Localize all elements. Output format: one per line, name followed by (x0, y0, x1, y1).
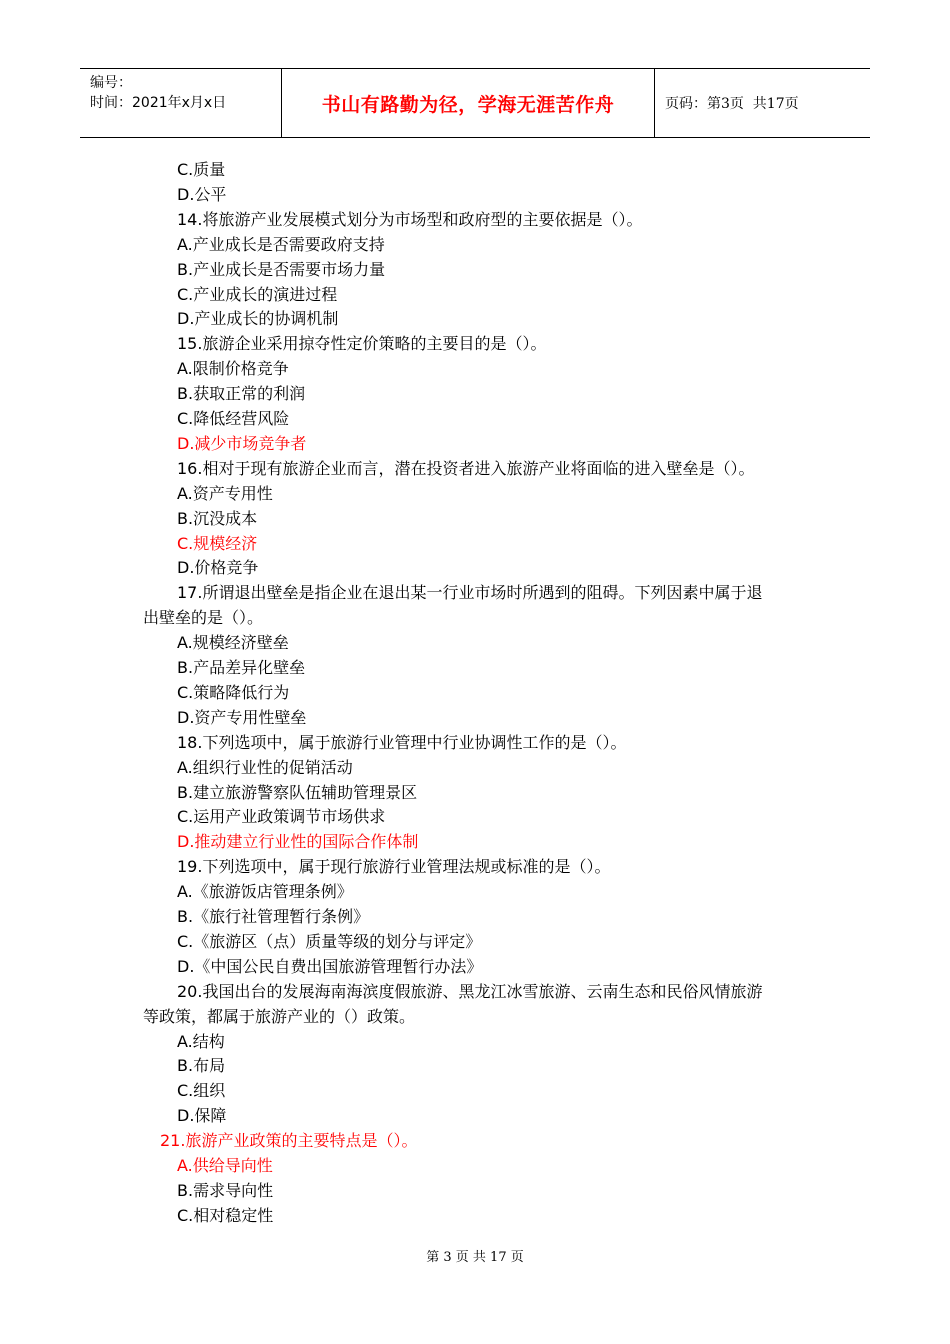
question-text: 19.下列选项中，属于现行旅游行业管理法规或标准的是（）。 (177, 857, 611, 877)
option-text: C.质量 (177, 160, 226, 179)
header-motto: 书山有路勤为径，学海无涯苦作舟 (282, 69, 655, 137)
option-text: B.建立旅游警察队伍辅助管理景区 (177, 782, 418, 802)
header-page-info (655, 69, 870, 137)
option-text: D.价格竞争 (177, 558, 259, 578)
option-text: C.运用产业政策调节市场供求 (177, 807, 386, 827)
question-text: 21.旅游产业政策的主要特点是（）。 (160, 1131, 418, 1151)
option-text: A.资产专用性 (177, 483, 273, 503)
option-text: C.《旅游区（点）质量等级的划分与评定》 (177, 931, 482, 951)
option-text: A.产业成长是否需要政府支持 (177, 234, 385, 254)
footer-page-number: 第 3 页 共 17 页 (426, 1250, 524, 1265)
option-text: D.公平 (177, 184, 227, 204)
option-text: D.保障 (177, 1106, 227, 1126)
time-label: 时间：2021年x月x日 (90, 95, 227, 111)
option-text: D.《中国公民自费出国旅游管理暂行办法》 (177, 956, 483, 976)
page-label: 页码：第3页 共17页 (665, 96, 799, 112)
option-text: C.规模经济 (177, 533, 258, 553)
option-text: A.供给导向性 (177, 1156, 273, 1175)
option-text: A.结构 (177, 1031, 225, 1051)
option-text: C.相对稳定性 (177, 1205, 274, 1225)
question-text: 17.所谓退出壁垒是指企业在退出某一行业市场时所遇到的阻碍。下列因素中属于退 (177, 583, 763, 603)
option-text: C.策略降低行为 (177, 682, 290, 702)
question-text: 14.将旅游产业发展模式划分为市场型和政府型的主要依据是（）。 (177, 209, 643, 229)
option-text: D.产业成长的协调机制 (177, 309, 339, 329)
option-text: 出壁垒的是（）。 (143, 608, 264, 628)
option-text: B.布局 (177, 1056, 226, 1076)
option-text: B.沉没成本 (177, 508, 258, 528)
option-text: D.减少市场竞争者 (177, 433, 307, 453)
page-header (80, 68, 870, 138)
question-text: 18.下列选项中，属于旅游行业管理中行业协调性工作的是（）。 (177, 732, 627, 752)
question-text: 15.旅游企业采用掠夺性定价策略的主要目的是（）。 (177, 334, 547, 354)
option-text: B.获取正常的利润 (177, 384, 306, 404)
option-text: A.组织行业性的促销活动 (177, 757, 353, 777)
option-text: B.《旅行社管理暂行条例》 (177, 907, 370, 926)
option-text: B.产业成长是否需要市场力量 (177, 259, 386, 279)
option-text: C.产业成长的演进过程 (177, 284, 338, 304)
option-text: B.产品差异化壁垒 (177, 658, 306, 677)
question-text: 20.我国出台的发展海南海滨度假旅游、黑龙江冰雪旅游、云南生态和民俗风情旅游 (177, 981, 763, 1001)
option-text: D.资产专用性壁垒 (177, 707, 307, 727)
page-footer (0, 1246, 950, 1265)
option-text: 等政策，都属于旅游产业的（）政策。 (143, 1006, 416, 1026)
header-info (80, 69, 282, 137)
option-text: A.限制价格竞争 (177, 359, 289, 379)
option-text: B.需求导向性 (177, 1180, 274, 1200)
number-label: 编号： (90, 75, 132, 91)
question-text: 16.相对于现有旅游企业而言，潜在投资者进入旅游产业将面临的进入壁垒是（）。 (177, 458, 755, 478)
option-text: D.推动建立行业性的国际合作体制 (177, 832, 419, 852)
option-text: C.组织 (177, 1081, 226, 1101)
option-text: C.降低经营风险 (177, 409, 290, 428)
option-text: A.规模经济壁垒 (177, 633, 289, 653)
option-text: A.《旅游饭店管理条例》 (177, 882, 353, 902)
